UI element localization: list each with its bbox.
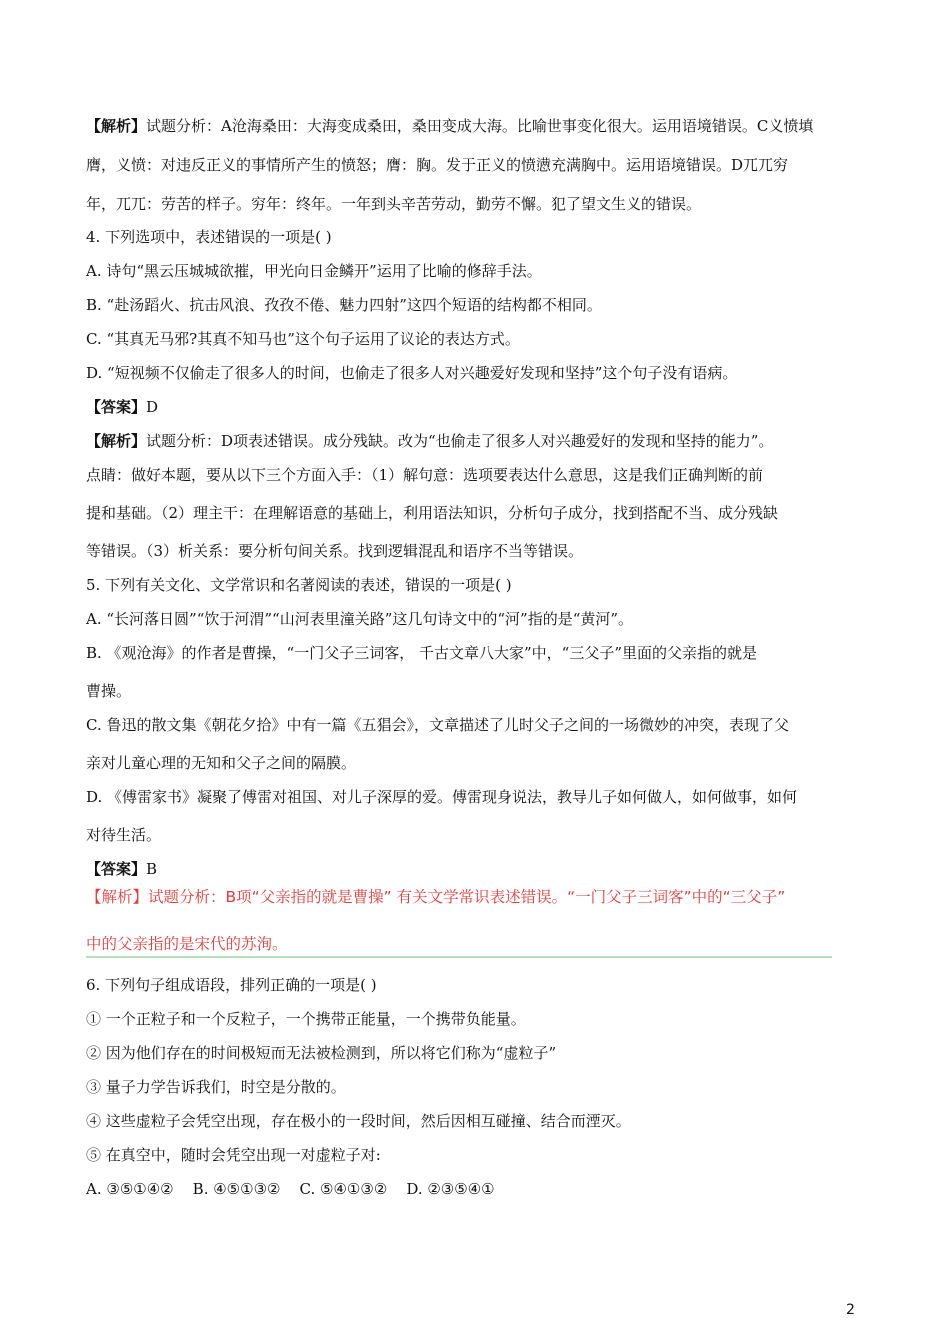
q5-option-b-line-2: 曹操。: [86, 682, 132, 700]
q4-analysis-line-2: 点睛：做好本题，要从以下三个方面入手：（1）解句意：选项要表达什么意思，这是我们正确判断的前: [86, 466, 764, 484]
q6-sentence-5: ⑤ 在真空中，随时会凭空出现一对虚粒子对:: [86, 1146, 381, 1164]
q4-option-c: C. “其真无马邪?其真不知马也”这个句子运用了议论的表达方式。: [86, 330, 520, 348]
q4-stem: 4. 下列选项中，表述错误的一项是( ): [86, 228, 332, 246]
q6-sentence-1: ① 一个正粒子和一个反粒子，一个携带正能量，一个携带负能量。: [86, 1010, 526, 1028]
page-number: 2: [846, 1302, 855, 1318]
q5-option-c-line-2: 亲对儿童心理的无知和父子之间的隔膜。: [86, 754, 357, 772]
q5-analysis-box: [86, 876, 832, 958]
q6-sentence-4: ④ 这些虚粒子会凭空出现，存在极小的一段时间，然后因相互碰撞、结合而湮灭。: [86, 1112, 631, 1130]
analysis-tag: 【解析】: [86, 117, 147, 135]
q5-option-b-line-1: B. 《观沧海》的作者是曹操，“一门父子三词客， 千古文章八大家”中，“三父子”里面的父亲指的就是: [86, 644, 758, 662]
q5-option-d-line-2: 对待生活。: [86, 826, 162, 844]
q6-options: A. ③⑤①④② B. ④⑤①③② C. ⑤④①③② D. ②③⑤④①: [86, 1180, 495, 1198]
q6-sentence-3: ③ 量子力学告诉我们，时空是分散的。: [86, 1078, 346, 1096]
q5-analysis-line-1: 【解析】试题分析：B项“父亲指的就是曹操” 有关文学常识表述错误。“一门父子三词客”中的“三父子”: [86, 888, 786, 906]
analysis-text: 试题分析：A沧海桑田：大海变成桑田，桑田变成大海。比喻世事变化很大。运用语境错误。C义愤填: [146, 117, 814, 135]
q4-option-d: D. “短视频不仅偷走了很多人的时间，也偷走了很多人对兴趣爱好发现和坚持”这个句子没有语病。: [86, 364, 738, 382]
analysis-text: 试题分析：D项表述错误。成分残缺。改为“也偷走了很多人对兴趣爱好的发现和坚持的能力”。: [146, 432, 774, 450]
q3-analysis-line-3: 年，兀兀：劳苦的样子。穷年：终年。一年到头辛苦劳动，勤劳不懈。犯了望文生义的错误。: [86, 195, 702, 213]
q5-stem: 5. 下列有关文化、文学常识和名著阅读的表述，错误的一项是( ): [86, 576, 512, 594]
q5-analysis-line-2: 中的父亲指的是宋代的苏洵。: [86, 935, 288, 953]
q5-option-d-line-1: D. 《傅雷家书》凝聚了傅雷对祖国、对儿子深厚的爱。傅雷现身说法，教导儿子如何做人，如何做事，如何: [86, 788, 798, 806]
q3-analysis-line-1: [86, 116, 876, 136]
q4-option-a: A. 诗句“黑云压城城欲摧，甲光向日金鳞开”运用了比喻的修辞手法。: [86, 262, 542, 280]
answer-tag: 【答案】: [86, 398, 147, 416]
q5-option-c-line-1: C. 鲁迅的散文集《朝花夕拾》中有一篇《五猖会》，文章描述了儿时父子之间的一场微妙的冲突，表现了父: [86, 716, 789, 734]
answer-value: D: [146, 398, 159, 416]
q4-answer: [86, 397, 876, 417]
q3-analysis-line-2: 膺，义愤：对违反正义的事情所产生的愤怒；膺：胸。发于正义的愤懑充满胸中。运用语境错误。D兀兀穷: [86, 156, 789, 174]
answer-tag: 【答案】: [86, 860, 147, 878]
answer-value: B: [146, 860, 158, 878]
q4-analysis-line-1: [86, 431, 876, 451]
q6-sentence-2: ② 因为他们存在的时间极短而无法被检测到，所以将它们称为“虚粒子”: [86, 1044, 557, 1062]
q4-analysis-line-3: 提和基础。（2）理主干：在理解语意的基础上，利用语法知识，分析句子成分，找到搭配不当、成分残缺: [86, 504, 779, 522]
q5-option-a: A. “长河落日圆”“饮于河渭”“山河表里潼关路”这几句诗文中的“河”指的是“黄河”。: [86, 610, 634, 628]
q4-option-b: B. “赴汤蹈火、抗击风浪、孜孜不倦、魅力四射”这四个短语的结构都不相同。: [86, 296, 602, 314]
q6-stem: 6. 下列句子组成语段，排列正确的一项是( ): [86, 976, 377, 994]
q4-analysis-line-4: 等错误。（3）析关系：要分析句间关系。找到逻辑混乱和语序不当等错误。: [86, 542, 584, 560]
analysis-tag: 【解析】: [86, 432, 147, 450]
